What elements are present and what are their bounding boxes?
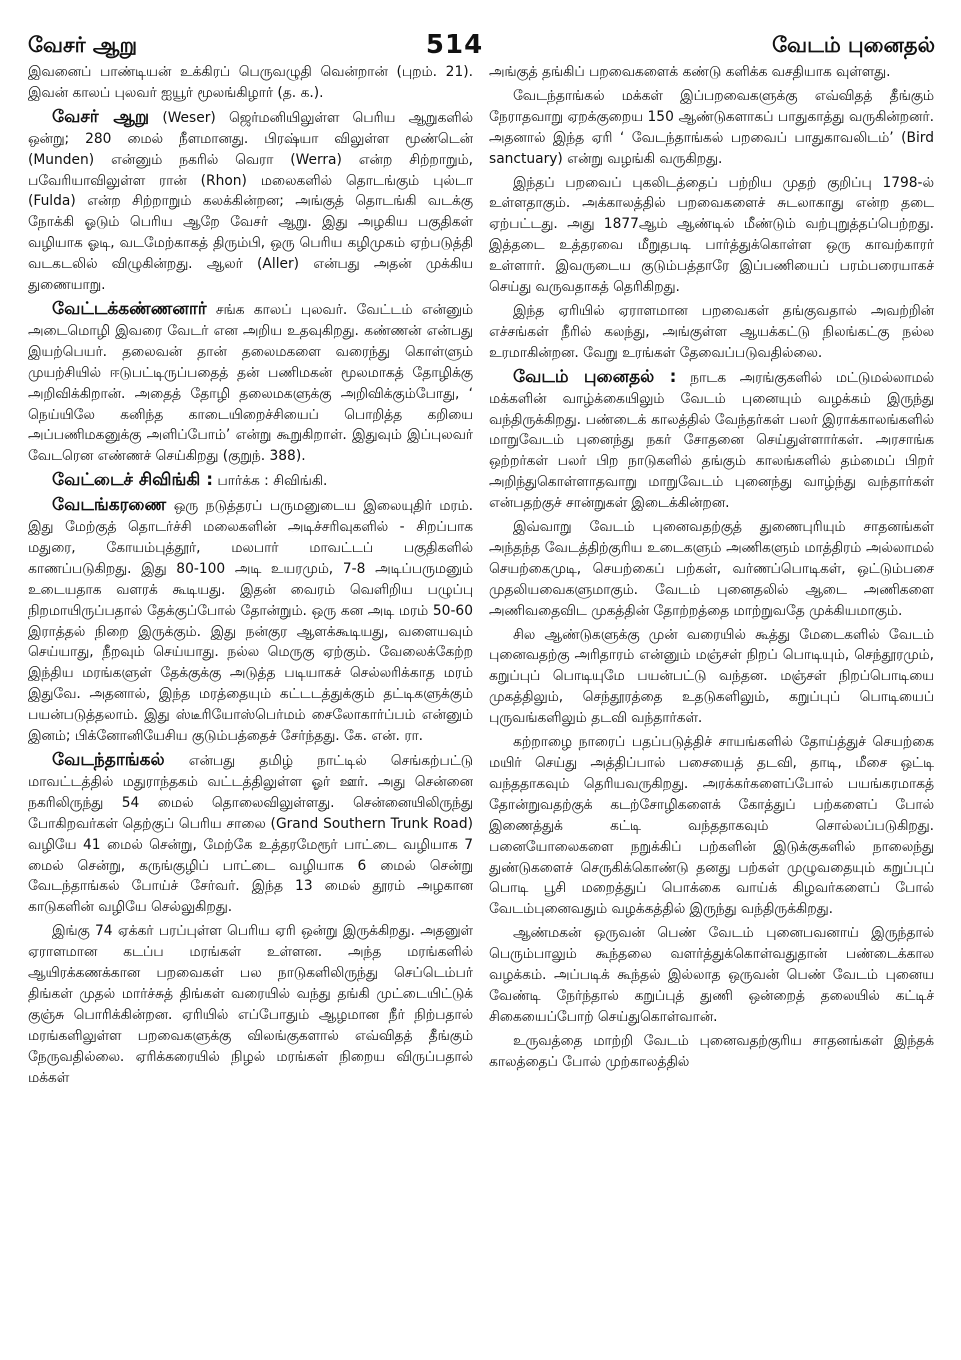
paragraph-text: ஆண்மகன் ஒருவன் பெண் வேடம் புனைபவனாய் இருந்தால் பெரும்பாலும் கூந்தலை வளர்த்துக்கொள்வதுதான் பண்டைக்கால வழக்கம். அப்படிக் கூந்தல் இல்லாத ஒருவன் பெண் வேடம் புனைய வேண்டி நேர்ந்தால் கறுப்புத் துணி ஒன்றைத் தலையில் கட்டிச் சிகையைப்போற் செய்துகொள்வான். bbox=[489, 925, 934, 1025]
body-paragraph bbox=[489, 517, 934, 622]
text-columns bbox=[28, 62, 935, 1092]
entry-headword: வேசர் ஆறு bbox=[52, 106, 150, 127]
paragraph-text: உருவத்தை மாற்றி வேடம் புனைவதற்குரிய சாதனங்கள் இந்தக் காலத்தைப் போல் முற்காலத்தில் bbox=[489, 1032, 934, 1070]
entry-headword: வேட்டக்கண்ணனார் bbox=[52, 298, 207, 319]
page-header bbox=[28, 14, 935, 60]
paragraph-text: வேடந்தாங்கல் மக்கள் இப்பறவைகளுக்கு எவ்விதத் தீங்கும் நேராதவாறு ஏறக்குறைய 150 ஆண்டுகளாகப் பாதுகாத்து வருகின்றனர். அதனால் இந்த ஏரி ‘ வேடந்தாங்கல் பறவைப் பாதுகாவலிடம்’ (Bird sanctuary) என்று வழங்கி வருகிறது. bbox=[489, 87, 934, 167]
paragraph-text: இவனைப் பாண்டியன் உக்கிரப் பெருவழுதி வென்றான் (புறம். 21). இவன் காலப் புலவர் ஐயூர் மூலங்கிழார் (த. க.). bbox=[28, 64, 473, 101]
paragraph-text: இந்தப் பறவைப் புகலிடத்தைப் பற்றிய முதற் குறிப்பு 1798-ல் உள்ளதாகும். அக்காலத்தில் பறவைகளைச் சுடலாகாது என்ற தடை ஏற்பட்டது. அது 1877ஆம் ஆண்டில் மீண்டும் வற்புறுத்தப்பெற்றது. இத்தடை உத்தரவை மீறுதபடி பார்த்துக்கொள்ள ஒரு காவற்காரர் உள்ளார். இவருடைய குடும்பத்தாரே இப்பணியைப் பரம்பரையாகச் செய்து வருவதாகத் தெரிகிறது. bbox=[489, 174, 934, 296]
body-paragraph bbox=[489, 625, 934, 730]
body-paragraph bbox=[489, 173, 934, 298]
paragraph-text: என்பது தமிழ் நாட்டில் செங்கற்பட்டு மாவட்டத்தில் மதுராந்தகம் வட்டத்திலுள்ள ஓர் ஊர். அது சென்னை நகரிலிருந்து 54 மைல் தொலைவிலுள்ளது. சென்னையிலிருந்து போகிறவர்கள் தெற்குப் பெரிய சாலை (Grand Southern Trunk Road) வழியே 41 மைல் சென்று, மேற்கே உத்தரமேரூர் பாட்டை வழியாக 7 மைல் சென்று, கருங்குழிப் பாட்டை வழியாக 6 மைல் சென்று வேடந்தாங்கல் போய்ச் சேர்வர். இந்த 13 மைல் தூரம் அழகான காடுகளின் வழியே செல்லுகிறது. bbox=[28, 753, 473, 916]
paragraph-text: (Weser) ஜெர்மனியிலுள்ள பெரிய ஆறுகளில் ஒன்று; 280 மைல் நீளமானது. பிரஷ்யா விலுள்ள மூண்டென் (Munden) என்னும் நகரில் வெரா (Werra) என்ற சிற்றாறும், பவேரியாவிலுள்ள ரான் (Rhon) மலைகளில் தொடங்கும் புல்டா (Fulda) என்ற சிற்றாறும் கலக்கின்றன; அங்குத் தொடங்கி வடக்கு நோக்கி ஓடும் பெரிய ஆறே வேசர் ஆறு. இது அழகிய பகுதிகள் வழியாக ஓடி, வடமேற்காகத் திரும்பி, ஒரு பெரிய கழிமுகம் ஏற்படுத்தி வடகடலில் விழுகின்றது. ஆலர் (Aller) என்பது அதன் முக்கிய துணையாறு. bbox=[28, 109, 473, 294]
entry-headword: வேட்டைச் சிவிங்கி : bbox=[52, 470, 214, 491]
entry-headword: வேடம் புனைதல் : bbox=[513, 366, 677, 387]
body-paragraph bbox=[28, 62, 473, 104]
entry-headword: வேடந்தாங்கல் bbox=[52, 750, 165, 770]
body-paragraph bbox=[489, 62, 934, 83]
entry-paragraph bbox=[28, 470, 473, 492]
paragraph-text: சங்க காலப் புலவர். வேட்டம் என்னும் அடைமொழி இவரை வேடர் என அறிய உதவுகிறது. கண்ணன் என்பது இயற்பெயர். தலைவன் தான் தலைமகளை வரைந்து கொள்ளும் முயற்சியில் ஈடுபட்டிருப்பதைத் தன் பணிமகன் மூலமாகத் தோழிக்கு அறிவிக்கிறான். அதைத் தோழி தலைமகளுக்கு அறிவிக்கும்போது, ‘ நெய்யிலே கனிந்த காடையிறைச்சியைப் பொறித்த கறியை அப்பணிமகனுக்கு அளிப்போம்’ என்று கூறுகிறாள். இதுவும் இப்புலவர் வேடரென எண்ணச் செய்கிறது (குறுந். 388). bbox=[28, 301, 473, 465]
running-head-right: வேடம் புனைதல் bbox=[772, 33, 935, 57]
paragraph-text: இங்கு 74 ஏக்கர் பரப்புள்ள பெரிய ஏரி ஒன்று இருக்கிறது. அதனுள் ஏராளமான கடப்ப மரங்கள் உள்ளன. அந்த மரங்களில் ஆயிரக்கணக்கான பறவைகள் பல நாடுகளிலிருந்து செப்டெம்பர் திங்கள் முதல் மார்ச்சுத் திங்கள் வரையில் வந்து தங்கி முட்டையிட்டுக் குஞ்சு பொரிக்கின்றன. ஏரியில் எப்போதும் ஆழமான நீர் நிற்பதால் மரங்களிலுள்ள பறவைகளுக்கு விலங்குகளால் எவ்விதத் தீங்கும் நேருவதில்லை. ஏரிக்கரையில் நிழல் மரங்கள் நிறைய விருப்பதால் மக்கள் bbox=[28, 923, 473, 1086]
entry-headword: வேடங்கரணை bbox=[52, 495, 167, 516]
entry-paragraph bbox=[28, 107, 473, 296]
running-head-left: வேசர் ஆறு bbox=[28, 33, 138, 57]
paragraph-text: நாடக அரங்குகளில் மட்டுமல்லாமல் மக்களின் வாழ்க்கையிலும் வேடம் புனையும் வழக்கம் இருந்து வந்திருக்கிறது. பண்டைக் காலத்தில் வேந்தர்கள் பலர் இராக்காலங்களில் மாறுவேடம் புனைந்து நகர் சோதனை செய்துள்ளார்கள். அரசாங்க ஒற்றர்கள் பலர் பிற நாடுகளில் தங்கும் காலங்களில் தம்மைப் பிறர் அறிந்துகொள்ளாதவாறு மாறுவேடம் புனைந்து வாழ்ந்து வந்தார்கள் என்பதற்குச் சான்றுகள் இடைக்கின்றன. bbox=[489, 369, 934, 512]
right-column bbox=[489, 62, 934, 1092]
body-paragraph bbox=[489, 732, 934, 920]
paragraph-text: சில ஆண்டுகளுக்கு முன் வரையில் கூத்து மேடைகளில் வேடம் புனைவதற்கு அரிதாரம் என்னும் மஞ்சள் நிறப் பொடியும், செந்தூரமும், கறுப்புப் பொடியுமே பயன்பட்டு வந்தன. மஞ்சள் நிறப்பொடியை முகத்திலும், செந்தூரத்தை உதடுகளிலும், கறுப்புப் பொடியைப் புருவங்களிலும் தடவி வந்தார்கள். bbox=[489, 626, 934, 727]
entry-paragraph bbox=[489, 367, 934, 514]
body-paragraph bbox=[489, 923, 934, 1028]
paragraph-text: ஒரு நடுத்தரப் பருமனுடைய இலையுதிர் மரம். இது மேற்குத் தொடர்ச்சி மலைகளின் அடிச்சரிவுகளில் - சிறப்பாக மதுரை, கோயம்புத்தூர், மலபார் மாவட்டப் பகுதிகளில் காணப்படுகிறது. இது 80-100 அடி உயரமும், 7-8 அடிப்பருமனும் உடையதாக வளரக் கூடியது. இதன் வைரம் வெளிறிய பழுப்பு நிறமாயிருப்பதால் தேக்குப்போல் தோன்றும். ஒரு கன அடி மரம் 50-60 இராத்தல் நிறை இருக்கும். இது நன்குர ஆளக்கூடியது, வளையவும் செய்யாது, நீறவும் செய்யாது. நல்ல மெருகு ஏற்கும். வேலைக்கேற்ற இந்திய மரங்களுள் தேக்குக்கு அடுத்த படியாகச் செல்லரிக்காத மரம் இதுவே. அதனால், இந்த மரத்தையும் கட்டடத்துக்கும் தட்டிகளுக்கும் பயன்படுத்தலாம். இது ஸ்டீரியோஸ்பெர்மம் சைலோகார்ப்பம் என்னும் இனம்; பிக்னோனியேசிய குடும்பத்தைச் சேர்ந்தது. கே. என். ரா. bbox=[28, 498, 473, 745]
body-paragraph bbox=[489, 86, 934, 170]
body-paragraph bbox=[28, 921, 473, 1088]
page-number: 514 bbox=[425, 30, 484, 60]
entry-paragraph bbox=[28, 299, 473, 467]
paragraph-text: இந்த ஏரியில் ஏராளமான பறவைகள் தங்குவதால் அவற்றின் எச்சங்கள் நீரில் கலந்து, அங்குள்ள ஆயக்கட்டு நிலங்கட்கு நல்ல உரமாகின்றன. வேறு உரங்கள் தேவைப்படுவதில்லை. bbox=[489, 302, 934, 361]
paragraph-text: இவ்வாறு வேடம் புனைவதற்குத் துணைபுரியும் சாதனங்கள் அந்தந்த வேடத்திற்குரிய உடைகளும் அணிகளும் மாத்திரம் அல்லாமல் செயற்கைமுடி, செயற்கைப் பற்கள், வர்ணப்பொடிகள், ஒட்டும்பசை முதலியவைகளுமாகும். வேடம் புனைதலில் ஆடை அணிகளை அணிவதைவிட முகத்தின் தோற்றத்தை மாற்றுவதே முக்கியமாகும். bbox=[489, 519, 934, 619]
body-paragraph bbox=[489, 301, 934, 364]
entry-paragraph bbox=[28, 750, 473, 918]
entry-paragraph bbox=[28, 495, 473, 747]
paragraph-text: பார்க்க : சிவிங்கி. bbox=[217, 473, 328, 490]
paragraph-text: அங்குத் தங்கிப் பறவைகளைக் கண்டு களிக்க வசதியாக வுள்ளது. bbox=[489, 64, 891, 80]
left-column bbox=[28, 62, 473, 1092]
body-paragraph bbox=[489, 1031, 934, 1073]
paragraph-text: கற்றாழை நாரைப் பதப்படுத்திச் சாயங்களில் தோய்த்துச் செயற்கை மயிர் செய்து அத்திப்பால் பசையைத் தடவி, தாடி, மீசை ஒட்டி வந்ததாகவும் தெரியவருகிறது. அரக்கர்களைப்போல் பயங்கரமாகத் தோன்றுவதற்குக் கடற்சோழிகளைக் கோத்துப் பற்களைப் போல் இணைத்துக் கட்டி வந்ததாகவும் சொல்லப்படுகிறது. பனையோலைகளை நறுக்கிப் பற்களின் இடுக்குகளில் நாலைந்து துண்டுகளைச் செருகிக்கொண்டு தனது பற்கள் முழுவதையும் கறுப்புப் பொடி பூசி மறைத்துப் பொக்கை வாய்க் கிழவர்களைப் போல் வேடம்புனைவதும் வழக்கத்தில் இருந்து வந்திருக்கிறது. bbox=[489, 734, 934, 918]
